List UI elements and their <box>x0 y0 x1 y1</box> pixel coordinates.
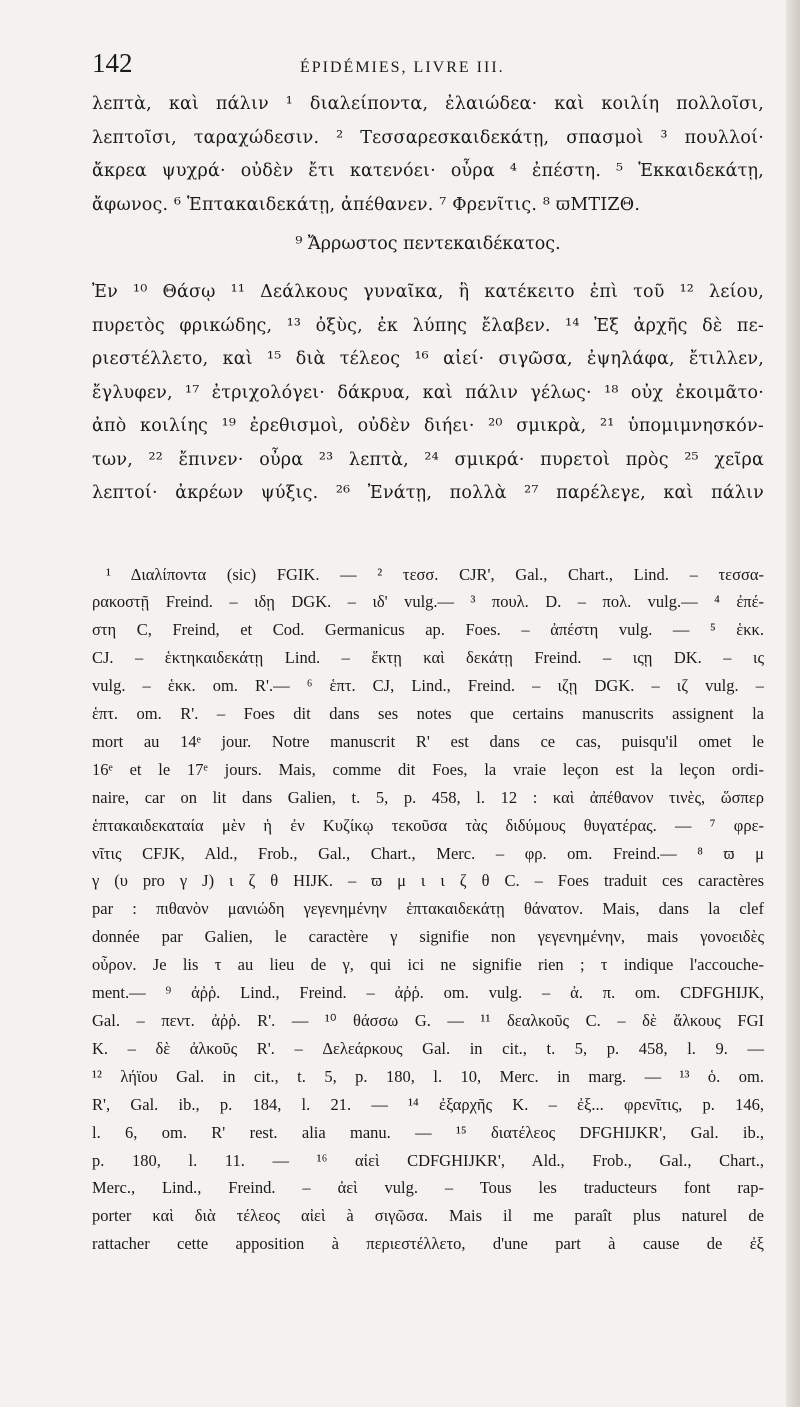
text-line: λεπτοῖσι, ταραχώδεσιν. ² Τεσσαρεσκαιδεκάτῃ, σπασμοὶ ³ πουλλοί· <box>92 127 764 148</box>
text-line: ἄφωνος. ⁶ Ἑπτακαιδεκάτῃ, ἀπέθανεν. ⁷ Φρενῖτις. ⁸ ϖΜΤΙΖΘ. <box>92 194 641 215</box>
text-line: λεπτὰ, καὶ πάλιν ¹ διαλείποντα, ἐλαιώδεα· καὶ κοιλίη πολλοῖσι, <box>92 94 764 114</box>
note-line: l. 6, om. R' rest. alia manu. — ¹⁵ διατέλεος DFGHIJKR', Gal. ib., <box>92 1122 764 1142</box>
note-line: οὖρον. Je lis τ au lieu de γ, qui ici ne signifie rien ; τ indique l'accouche- <box>92 955 764 975</box>
note-line: mort au 14ᵉ jour. Notre manuscrit R' est dans ce cas, puisqu'il omet le <box>92 731 764 751</box>
note-line: naire, car on lit dans Galien, t. 5, p. 458, l. 12 : καὶ ἀπέθανον τινὲς, ὥσπερ <box>92 787 764 807</box>
note-line: ἑπτακαιδεκαταία μὲν ἡ ἐν Κυζίκῳ τεκοῦσα τὰς διδύμους θυγατέρας. — ⁷ φρε- <box>92 815 764 835</box>
case-line: Ἐν ¹⁰ Θάσῳ ¹¹ Δεάλκους γυναῖκα, ἣ κατέκειτο ἐπὶ τοῦ ¹² λείου, <box>92 282 764 302</box>
case-line: πυρετὸς φρικώδης, ¹³ ὀξὺς, ἐκ λύπης ἔλαβεν. ¹⁴ Ἐξ ἀρχῆς δὲ πε- <box>92 315 764 336</box>
note-line: ἑπτ. om. R'. – Foes dit dans ses notes que certains manuscrits assignent la <box>92 704 764 724</box>
note-line: στη C, Freind, et Cod. Germanicus ap. Foes. – ἀπέστη vulg. — ⁵ ἑκκ. <box>92 620 764 640</box>
note-line: porter καὶ διὰ τέλεος αἰεὶ à σιγῶσα. Mais il me paraît plus naturel de <box>92 1206 764 1226</box>
text-line: ἄκρεα ψυχρά· οὐδὲν ἔτι κατενόει· οὖρα ⁴ ἐπέστη. ⁵ Ἑκκαιδεκάτῃ, <box>92 161 764 181</box>
note-line: donnée par Galien, le caractère γ signifie non γεγενημένην, mais γονοειδὲς <box>92 927 764 947</box>
note-line: ρακοστῇ Freind. – ιδῃ DGK. – ιδ' vulg.— ³ πουλ. D. – πολ. vulg.— ⁴ ἐπέ- <box>92 592 764 612</box>
note-line: rattacher cette apposition à περιεστέλλετο, d'une part à cause de ἐξ <box>92 1234 764 1254</box>
page-edge <box>786 0 800 1407</box>
note-line: γ (υ pro γ J) ι ζ θ HIJK. – ϖ μ ι ι ζ θ C. – Foes traduit ces caractères <box>92 871 764 891</box>
greek-text-block <box>92 88 764 222</box>
section-heading: ⁹ Ἄρρωστος πεντεκαιδέκατος. <box>295 234 561 254</box>
note-line: p. 180, l. 11. — ¹⁶ αἰεὶ CDFGHIJKR', Ald., Frob., Gal., Chart., <box>92 1150 764 1170</box>
notes-separator <box>92 511 764 561</box>
note-line: 16ᵉ et le 17ᵉ jours. Mais, comme dit Foes, la vraie leçon est la leçon ordi- <box>92 759 764 779</box>
note-line: ment.— ⁹ ἀῤῥ. Lind., Freind. – ἀῤῥ. om. vulg. – ἀ. π. om. CDFGHIJK, <box>92 983 764 1003</box>
note-line: R', Gal. ib., p. 184, l. 21. — ¹⁴ ἐξαρχῆς K. – ἐξ... φρενῖτις, p. 146, <box>92 1094 764 1114</box>
note-line: Merc., Lind., Freind. – ἀεὶ vulg. – Tous les traducteurs font rap- <box>92 1178 764 1198</box>
footnotes-block <box>92 561 764 1259</box>
note-line: par : πιθανὸν μανιώδη γεγενημένην ἑπτακαιδεκάτῃ θάνατον. Mais, dans la clef <box>92 899 764 919</box>
note-line: vulg. – ἑκκ. om. R'.— ⁶ ἑπτ. CJ, Lind., Freind. – ιζῃ DGK. – ιζ vulg. – <box>92 676 764 696</box>
note-line: K. – δὲ ἀλκοῦς R'. – Δελεάρκους Gal. in cit., t. 5, p. 458, l. 9. — <box>92 1038 764 1058</box>
case-line: ἀπὸ κοιλίης ¹⁹ ἐρεθισμοὶ, οὐδὲν διήει· ²⁰ σμικρὰ, ²¹ ὑπομιμνησκόν- <box>92 416 764 436</box>
page-number: 142 <box>92 48 133 78</box>
note-line: ¹² λήϊου Gal. in cit., t. 5, p. 180, l. 10, Merc. in marg. — ¹³ ὁ. om. <box>92 1066 764 1086</box>
case-text-block <box>92 276 764 511</box>
note-line: ¹ Διαλίποντα (sic) FGIK. — ² τεσσ. CJR', Gal., Chart., Lind. – τεσσα- <box>106 564 764 584</box>
note-line: Gal. – πεντ. ἀῤῥ. R'. — ¹⁰ θάσσω G. — ¹¹ δεαλκοῦς C. – δὲ ἄλκους FGI <box>92 1011 764 1030</box>
case-line: των, ²² ἔπινεν· οὖρα ²³ λεπτὰ, ²⁴ σμικρά· πυρετοὶ πρὸς ²⁵ χεῖρα <box>92 449 764 470</box>
note-line: CJ. – ἑκτηκαιδεκάτῃ Lind. – ἕκτῃ καὶ δεκάτῃ Freind. – ιςῃ DK. – ις <box>92 648 764 668</box>
book-page <box>92 48 764 1258</box>
case-line: λεπτοί· ἀκρέων ψύξις. ²⁶ Ἐνάτῃ, πολλὰ ²⁷ παρέλεγε, καὶ πάλιν <box>92 483 764 503</box>
running-title: ÉPIDÉMIES, LIVRE III. <box>300 59 505 76</box>
case-line: ριεστέλλετο, καὶ ¹⁵ διὰ τέλεος ¹⁶ αἰεί· σιγῶσα, ἐψηλάφα, ἔτιλλεν, <box>92 349 764 369</box>
note-line: νῖτις CFJK, Ald., Frob., Gal., Chart., Merc. – φρ. om. Freind.— ⁸ ϖ μ <box>92 843 764 863</box>
running-head <box>92 48 764 88</box>
case-line: ἔγλυφεν, ¹⁷ ἐτριχολόγει· δάκρυα, καὶ πάλιν γέλως· ¹⁸ οὐχ ἐκοιμᾶτο· <box>92 382 764 403</box>
